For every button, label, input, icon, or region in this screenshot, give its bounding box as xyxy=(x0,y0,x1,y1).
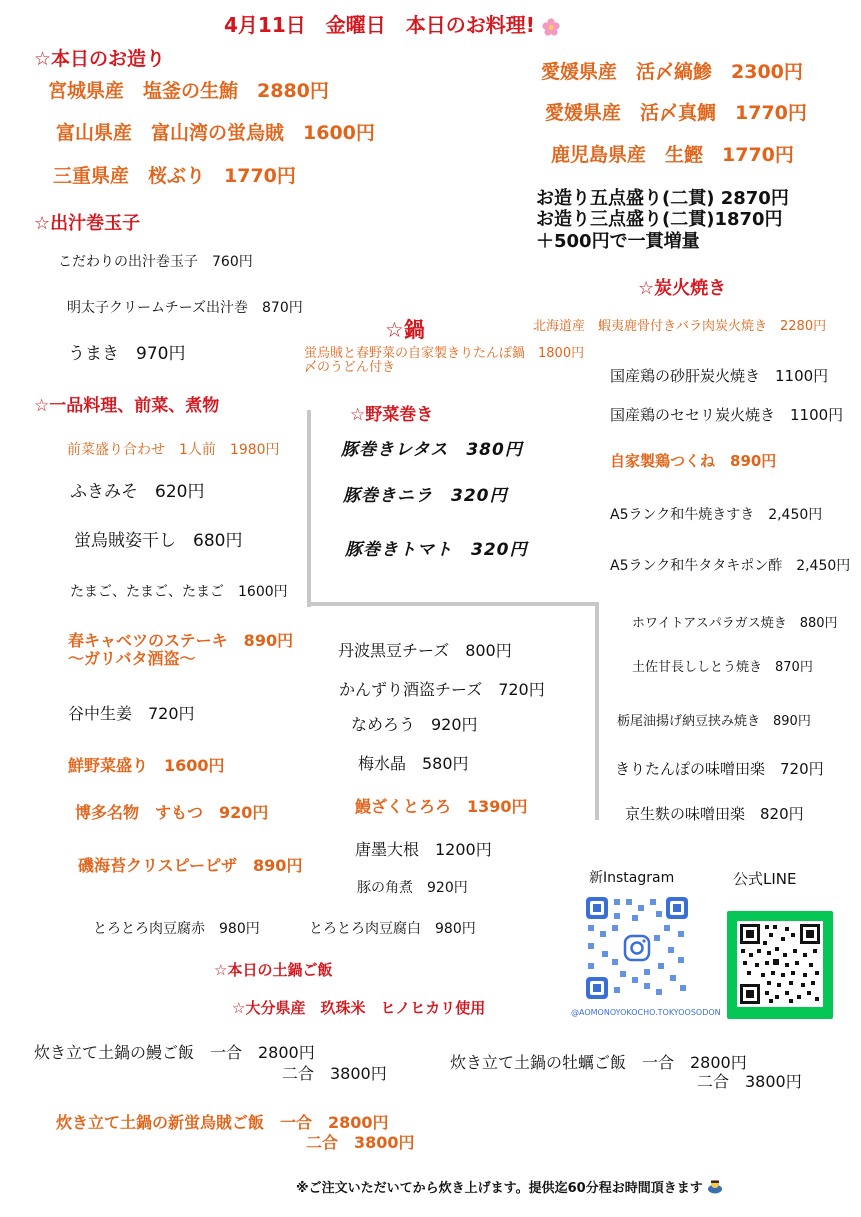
menu-item: 豚の角煮 920円 xyxy=(357,880,468,896)
menu-item-price: 二合 3800円 xyxy=(306,1133,415,1152)
menu-item: 富山県産 富山湾の蛍烏賊 1600円 xyxy=(56,122,375,144)
sashimi-header: ☆本日のお造り xyxy=(34,48,166,70)
divider-vertical-left xyxy=(307,410,311,607)
menu-item: とろとろ肉豆腐赤 980円 xyxy=(93,921,260,937)
menu-item: 鰻ざくとろろ 1390円 xyxy=(355,797,528,816)
menu-item: 三重県産 桜ぶり 1770円 xyxy=(53,165,296,187)
line-label: 公式LINE xyxy=(733,870,797,888)
menu-item: とろとろ肉豆腐白 980円 xyxy=(309,921,476,937)
menu-item: たまご、たまご、たまご 1600円 xyxy=(70,584,288,600)
menu-item: 鮮野菜盛り 1600円 xyxy=(68,756,225,775)
title-text: 4月11日 金曜日 本日のお料理! xyxy=(224,13,535,37)
menu-item: 国産鶏のセセリ炭火焼き 1100円 xyxy=(610,406,844,424)
menu-item: 栃尾油揚げ納豆挟み焼き 890円 xyxy=(617,714,811,729)
bowing-person-icon xyxy=(707,1178,723,1199)
tamago-header: ☆出汁巻玉子 xyxy=(34,213,141,234)
menu-item: A5ランク和牛焼きすき 2,450円 xyxy=(610,507,823,523)
menu-item: うまき 970円 xyxy=(68,344,186,364)
menu-item: 炊き立て土鍋の牡蠣ご飯 一合 2800円 xyxy=(450,1053,747,1072)
menu-item: 炊き立て土鍋の鰻ご飯 一合 2800円 xyxy=(34,1043,315,1062)
menu-item: 炊き立て土鍋の新蛍烏賊ご飯 一合 2800円 xyxy=(56,1113,389,1132)
menu-item: 愛媛県産 活〆真鯛 1770円 xyxy=(545,102,807,124)
menu-item: 博多名物 すもつ 920円 xyxy=(75,803,269,822)
menu-item: 宮城県産 塩釜の生鮪 2880円 xyxy=(48,80,329,102)
menu-item-price: 二合 3800円 xyxy=(697,1072,802,1091)
ippin-header: ☆一品料理、前菜、煮物 xyxy=(34,396,220,416)
menu-item-note: ～ガリバタ酒盗～ xyxy=(68,649,196,668)
menu-item: なめろう 920円 xyxy=(351,715,478,734)
menu-item: 丹波黒豆チーズ 800円 xyxy=(338,641,512,660)
platter-item: お造り三点盛り(二貫)1870円 xyxy=(536,209,783,230)
donabe-header: ☆本日の土鍋ご飯 xyxy=(214,961,333,979)
menu-item-note: 〆のうどん付き xyxy=(304,360,396,375)
line-qr-code[interactable] xyxy=(727,911,833,1019)
sumibi-header: ☆炭火焼き xyxy=(638,278,727,299)
menu-item: 谷中生姜 720円 xyxy=(68,704,195,723)
divider-horizontal xyxy=(307,602,599,606)
menu-item: 豚巻きトマト 320円 xyxy=(345,540,528,560)
menu-item: 梅水晶 580円 xyxy=(358,754,469,773)
divider-vertical-right xyxy=(595,602,599,820)
menu-item: きりたんぽの味噌田楽 720円 xyxy=(615,760,824,778)
footer-text: ※ご注文いただいてから炊き上げます。提供迄60分程お時間頂きます xyxy=(296,1180,703,1196)
instagram-handle: @AOMONOYOKOCHO.TOKYOOSODON xyxy=(571,1008,721,1017)
donabe-subheader: ☆大分県産 玖珠米 ヒノヒカリ使用 xyxy=(232,999,486,1017)
instagram-qr-code[interactable] xyxy=(584,895,690,1001)
menu-item: A5ランク和牛タタキポン酢 2,450円 xyxy=(610,558,851,574)
menu-item: 京生麩の味噌田楽 820円 xyxy=(625,805,804,823)
menu-item: こだわりの出汁巻玉子 760円 xyxy=(58,254,253,270)
menu-item: 豚巻きニラ 320円 xyxy=(343,486,508,506)
menu-item: 北海道産 蝦夷鹿骨付きバラ肉炭火焼き 2280円 xyxy=(533,319,827,334)
menu-item: 土佐甘長ししとう焼き 870円 xyxy=(632,660,813,675)
menu-item: 国産鶏の砂肝炭火焼き 1100円 xyxy=(610,367,829,385)
menu-item: 鹿児島県産 生鰹 1770円 xyxy=(551,144,794,166)
footer-note xyxy=(296,1178,723,1199)
menu-item: かんずり酒盗チーズ 720円 xyxy=(339,680,545,699)
yasai-header: ☆野菜巻き xyxy=(350,405,434,425)
menu-item: ふきみそ 620円 xyxy=(70,482,205,502)
page-title xyxy=(224,14,560,37)
menu-item: 自家製鶏つくね 890円 xyxy=(610,452,777,470)
menu-item: 蛍烏賊と春野菜の自家製きりたんぽ鍋 1800円 xyxy=(304,346,585,361)
menu-item-price: 二合 3800円 xyxy=(282,1064,387,1083)
menu-item: ホワイトアスパラガス焼き 880円 xyxy=(632,616,838,631)
platter-item: お造り五点盛り(二貫) 2870円 xyxy=(536,188,789,209)
menu-item: 磯海苔クリスピーピザ 890円 xyxy=(78,856,303,875)
flower-icon xyxy=(542,18,560,36)
menu-item: 豚巻きレタス 380円 xyxy=(341,440,523,460)
menu-item: 明太子クリームチーズ出汁巻 870円 xyxy=(67,300,303,316)
menu-item: 前菜盛り合わせ 1人前 1980円 xyxy=(67,442,280,458)
platter-note: ＋500円で一貫増量 xyxy=(536,231,700,252)
nabe-header: ☆鍋 xyxy=(385,318,425,342)
menu-item: 蛍烏賊姿干し 680円 xyxy=(74,531,243,551)
menu-item: 春キャベツのステーキ 890円 xyxy=(68,631,294,650)
instagram-label: 新Instagram xyxy=(589,870,675,886)
menu-item: 愛媛県産 活〆縞鯵 2300円 xyxy=(541,61,803,83)
menu-item: 唐墨大根 1200円 xyxy=(355,840,492,859)
